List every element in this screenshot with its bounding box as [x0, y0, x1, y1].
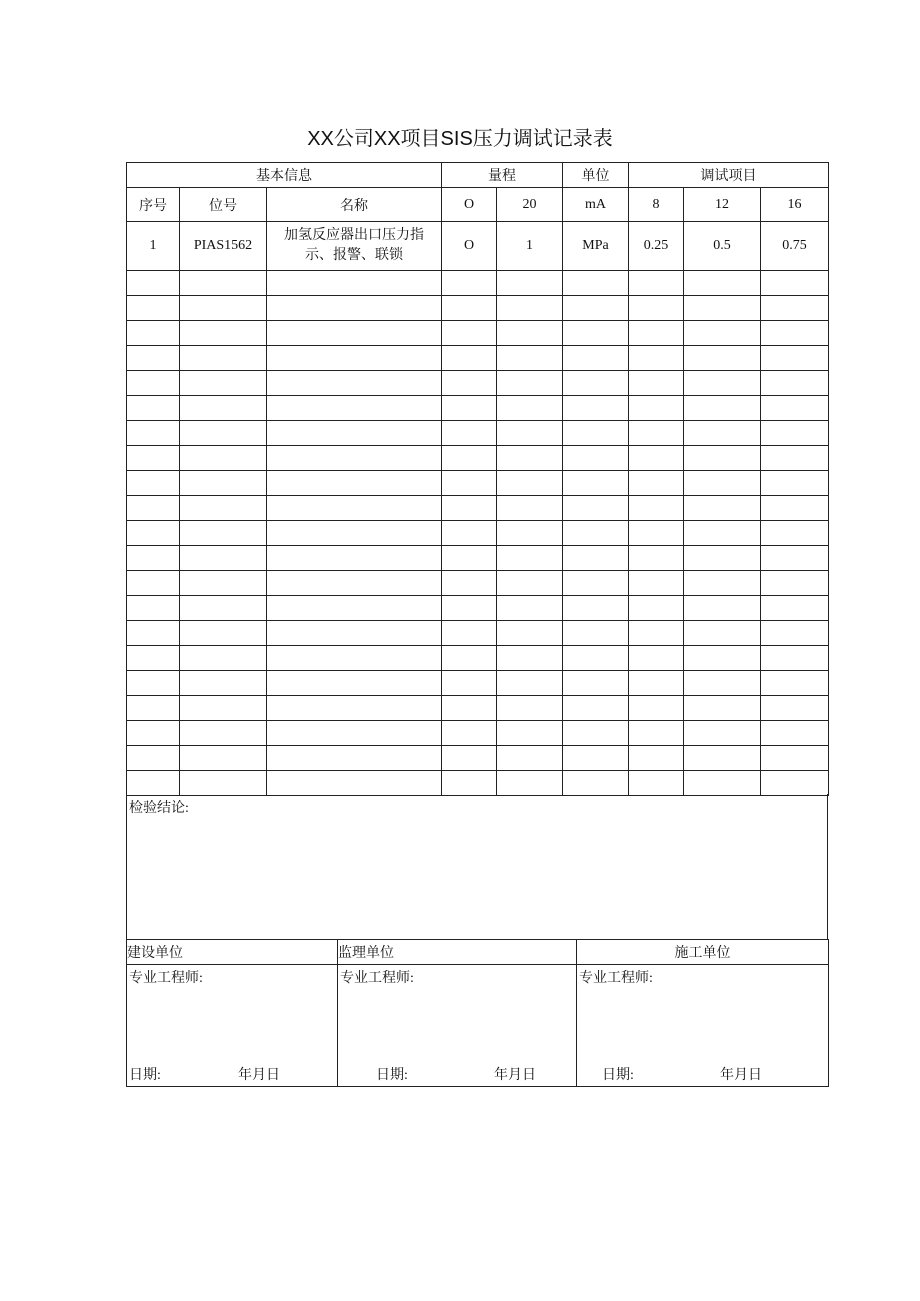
table-row — [127, 321, 829, 346]
supervision-date-label: 日期: — [376, 1068, 408, 1083]
empty-cell-seq[interactable] — [127, 346, 180, 371]
empty-cell-item-3[interactable] — [761, 546, 829, 571]
cell-seq[interactable]: 1 — [127, 222, 180, 271]
empty-cell-tag[interactable] — [180, 371, 267, 396]
empty-cell-seq[interactable] — [127, 371, 180, 396]
col-item-3: 16 — [761, 188, 829, 222]
empty-cell-item-3[interactable] — [761, 596, 829, 621]
empty-cell-name[interactable] — [267, 746, 442, 771]
empty-cell-item-3[interactable] — [761, 271, 829, 296]
construction-date-label: 日期: — [129, 1068, 161, 1083]
empty-cell-item-2[interactable] — [684, 671, 761, 696]
page-title: XX公司XX项目SIS压力调试记录表 — [307, 128, 613, 150]
empty-cell-name[interactable] — [267, 771, 442, 796]
empty-cell-range-low[interactable] — [442, 671, 497, 696]
empty-cell-unit[interactable] — [563, 746, 629, 771]
empty-cell-name[interactable] — [267, 321, 442, 346]
col-range-high: 20 — [497, 188, 563, 222]
empty-cell-unit[interactable] — [563, 346, 629, 371]
empty-cell-item-3[interactable] — [761, 371, 829, 396]
empty-cell-item-1[interactable] — [629, 721, 684, 746]
empty-cell-unit[interactable] — [563, 621, 629, 646]
empty-cell-unit[interactable] — [563, 571, 629, 596]
empty-cell-name[interactable] — [267, 496, 442, 521]
empty-cell-unit[interactable] — [563, 671, 629, 696]
empty-cell-item-1[interactable] — [629, 321, 684, 346]
empty-cell-name[interactable] — [267, 646, 442, 671]
empty-cell-unit[interactable] — [563, 771, 629, 796]
empty-cell-name[interactable] — [267, 596, 442, 621]
header-basic-info: 基本信息 — [127, 163, 442, 188]
empty-cell-range-high[interactable] — [497, 271, 563, 296]
table-row — [127, 521, 829, 546]
empty-cell-item-1[interactable] — [629, 771, 684, 796]
empty-cell-range-high[interactable] — [497, 696, 563, 721]
empty-cell-range-high[interactable] — [497, 646, 563, 671]
construction-date-value: 年月日 — [238, 1068, 280, 1083]
empty-cell-seq[interactable] — [127, 571, 180, 596]
supervision-unit-label: 监理单位 — [338, 940, 577, 965]
empty-cell-seq[interactable] — [127, 321, 180, 346]
empty-cell-range-low[interactable] — [442, 746, 497, 771]
col-tag: 位号 — [180, 188, 267, 222]
empty-cell-item-2[interactable] — [684, 746, 761, 771]
table-row — [127, 421, 829, 446]
empty-cell-seq[interactable] — [127, 696, 180, 721]
empty-cell-unit[interactable] — [563, 396, 629, 421]
empty-cell-range-high[interactable] — [497, 571, 563, 596]
signature-body-row — [127, 965, 829, 1087]
table-row — [127, 571, 829, 596]
table-row — [127, 621, 829, 646]
builder-date-label: 日期: — [602, 1068, 634, 1083]
header-range: 量程 — [442, 163, 563, 188]
construction-sign-cell[interactable] — [127, 965, 338, 1087]
table-row — [127, 296, 829, 321]
empty-cell-tag[interactable] — [180, 671, 267, 696]
empty-cell-item-1[interactable] — [629, 346, 684, 371]
empty-cell-name[interactable] — [267, 671, 442, 696]
empty-cell-name[interactable] — [267, 446, 442, 471]
empty-cell-unit[interactable] — [563, 446, 629, 471]
empty-cell-item-2[interactable] — [684, 296, 761, 321]
conclusion-label: 检验结论: — [129, 801, 189, 816]
empty-cell-tag[interactable] — [180, 321, 267, 346]
empty-cell-item-1[interactable] — [629, 296, 684, 321]
empty-cell-item-2[interactable] — [684, 646, 761, 671]
empty-cell-name[interactable] — [267, 521, 442, 546]
construction-engineer-label: 专业工程师: — [129, 971, 203, 986]
empty-cell-tag[interactable] — [180, 596, 267, 621]
empty-cell-tag[interactable] — [180, 271, 267, 296]
cell-range-low[interactable]: O — [442, 222, 497, 271]
empty-cell-item-2[interactable] — [684, 371, 761, 396]
empty-cell-unit[interactable] — [563, 321, 629, 346]
empty-cell-item-2[interactable] — [684, 471, 761, 496]
col-range-low: O — [442, 188, 497, 222]
table-row — [127, 496, 829, 521]
empty-cell-item-2[interactable] — [684, 396, 761, 421]
empty-cell-item-3[interactable] — [761, 396, 829, 421]
empty-cell-name[interactable] — [267, 421, 442, 446]
empty-cell-name[interactable] — [267, 721, 442, 746]
empty-cell-range-low[interactable] — [442, 621, 497, 646]
empty-cell-range-high[interactable] — [497, 771, 563, 796]
empty-cell-item-3[interactable] — [761, 496, 829, 521]
col-item-1: 8 — [629, 188, 684, 222]
builder-engineer-label: 专业工程师: — [579, 971, 653, 986]
empty-cell-unit[interactable] — [563, 496, 629, 521]
table-subheader-row — [127, 188, 829, 222]
empty-cell-unit[interactable] — [563, 596, 629, 621]
empty-cell-range-low[interactable] — [442, 296, 497, 321]
signature-table — [126, 939, 829, 1087]
col-unit: mA — [563, 188, 629, 222]
empty-cell-item-3[interactable] — [761, 571, 829, 596]
empty-cell-item-1[interactable] — [629, 421, 684, 446]
table-row — [127, 771, 829, 796]
empty-cell-range-low[interactable] — [442, 371, 497, 396]
empty-cell-item-3[interactable] — [761, 696, 829, 721]
table-row — [127, 471, 829, 496]
empty-cell-seq[interactable] — [127, 271, 180, 296]
col-item-2: 12 — [684, 188, 761, 222]
empty-cell-range-low[interactable] — [442, 346, 497, 371]
empty-cell-name[interactable] — [267, 396, 442, 421]
empty-cell-range-high[interactable] — [497, 546, 563, 571]
empty-cell-item-3[interactable] — [761, 671, 829, 696]
empty-cell-item-1[interactable] — [629, 271, 684, 296]
empty-cell-tag[interactable] — [180, 346, 267, 371]
header-test-items: 调试项目 — [629, 163, 829, 188]
empty-cell-item-1[interactable] — [629, 671, 684, 696]
empty-cell-seq[interactable] — [127, 771, 180, 796]
empty-cell-tag[interactable] — [180, 746, 267, 771]
supervision-sign-cell[interactable] — [338, 965, 577, 1087]
empty-cell-range-high[interactable] — [497, 296, 563, 321]
table-row — [127, 596, 829, 621]
empty-cell-unit[interactable] — [563, 296, 629, 321]
empty-cell-tag[interactable] — [180, 471, 267, 496]
empty-cell-item-1[interactable] — [629, 471, 684, 496]
empty-cell-item-1[interactable] — [629, 546, 684, 571]
empty-cell-name[interactable] — [267, 271, 442, 296]
empty-cell-tag[interactable] — [180, 571, 267, 596]
empty-cell-range-high[interactable] — [497, 446, 563, 471]
empty-cell-range-high[interactable] — [497, 396, 563, 421]
empty-cell-item-1[interactable] — [629, 596, 684, 621]
empty-cell-item-1[interactable] — [629, 621, 684, 646]
empty-cell-unit[interactable] — [563, 421, 629, 446]
empty-cell-range-high[interactable] — [497, 596, 563, 621]
empty-cell-name[interactable] — [267, 471, 442, 496]
empty-cell-range-high[interactable] — [497, 346, 563, 371]
empty-cell-item-2[interactable] — [684, 421, 761, 446]
cell-range-high[interactable]: 1 — [497, 222, 563, 271]
empty-cell-item-1[interactable] — [629, 396, 684, 421]
empty-cell-range-low[interactable] — [442, 271, 497, 296]
empty-cell-range-high[interactable] — [497, 421, 563, 446]
empty-cell-name[interactable] — [267, 571, 442, 596]
empty-cell-tag[interactable] — [180, 446, 267, 471]
empty-cell-range-high[interactable] — [497, 521, 563, 546]
empty-cell-item-1[interactable] — [629, 446, 684, 471]
empty-cell-tag[interactable] — [180, 646, 267, 671]
header-unit: 单位 — [563, 163, 629, 188]
empty-cell-item-3[interactable] — [761, 346, 829, 371]
empty-cell-item-2[interactable] — [684, 346, 761, 371]
empty-cell-range-high[interactable] — [497, 746, 563, 771]
empty-cell-tag[interactable] — [180, 771, 267, 796]
table-row — [127, 696, 829, 721]
supervision-date-value: 年月日 — [494, 1068, 536, 1083]
empty-cell-seq[interactable] — [127, 421, 180, 446]
empty-cell-range-low[interactable] — [442, 596, 497, 621]
empty-cell-item-1[interactable] — [629, 521, 684, 546]
empty-cell-unit[interactable] — [563, 721, 629, 746]
empty-cell-seq[interactable] — [127, 471, 180, 496]
empty-cell-tag[interactable] — [180, 621, 267, 646]
empty-cell-unit[interactable] — [563, 271, 629, 296]
empty-cell-unit[interactable] — [563, 371, 629, 396]
empty-cell-item-1[interactable] — [629, 696, 684, 721]
empty-cell-item-3[interactable] — [761, 421, 829, 446]
table-row — [127, 746, 829, 771]
empty-cell-seq[interactable] — [127, 646, 180, 671]
empty-cell-item-3[interactable] — [761, 646, 829, 671]
col-name: 名称 — [267, 188, 442, 222]
cell-item-1[interactable]: 0.25 — [629, 222, 684, 271]
empty-cell-tag[interactable] — [180, 696, 267, 721]
record-table — [126, 162, 829, 796]
empty-cell-seq[interactable] — [127, 746, 180, 771]
empty-cell-item-2[interactable] — [684, 521, 761, 546]
empty-cell-item-1[interactable] — [629, 646, 684, 671]
empty-cell-seq[interactable] — [127, 671, 180, 696]
table-row — [127, 671, 829, 696]
builder-date-value: 年月日 — [720, 1068, 762, 1083]
empty-cell-item-2[interactable] — [684, 696, 761, 721]
empty-cell-item-3[interactable] — [761, 296, 829, 321]
empty-cell-range-low[interactable] — [442, 571, 497, 596]
empty-cell-seq[interactable] — [127, 621, 180, 646]
empty-cell-item-3[interactable] — [761, 471, 829, 496]
empty-cell-range-low[interactable] — [442, 446, 497, 471]
empty-cell-item-3[interactable] — [761, 446, 829, 471]
empty-cell-item-2[interactable] — [684, 596, 761, 621]
empty-cell-item-2[interactable] — [684, 321, 761, 346]
empty-cell-tag[interactable] — [180, 521, 267, 546]
empty-cell-unit[interactable] — [563, 546, 629, 571]
empty-cell-item-2[interactable] — [684, 496, 761, 521]
table-row — [127, 646, 829, 671]
empty-cell-name[interactable] — [267, 371, 442, 396]
empty-cell-name[interactable] — [267, 346, 442, 371]
table-row — [127, 396, 829, 421]
empty-cell-range-low[interactable] — [442, 646, 497, 671]
empty-cell-range-low[interactable] — [442, 321, 497, 346]
empty-cell-range-low[interactable] — [442, 721, 497, 746]
empty-cell-item-1[interactable] — [629, 496, 684, 521]
table-header-row — [127, 163, 829, 188]
empty-cell-range-high[interactable] — [497, 496, 563, 521]
table-row — [127, 222, 829, 271]
empty-cell-unit[interactable] — [563, 471, 629, 496]
empty-cell-unit[interactable] — [563, 521, 629, 546]
table-row — [127, 721, 829, 746]
supervision-engineer-label: 专业工程师: — [340, 971, 414, 986]
empty-cell-tag[interactable] — [180, 421, 267, 446]
empty-cell-item-2[interactable] — [684, 546, 761, 571]
conclusion-box[interactable] — [126, 794, 828, 940]
empty-cell-tag[interactable] — [180, 396, 267, 421]
empty-cell-range-low[interactable] — [442, 771, 497, 796]
empty-cell-tag[interactable] — [180, 496, 267, 521]
empty-cell-range-low[interactable] — [442, 421, 497, 446]
empty-cell-range-high[interactable] — [497, 321, 563, 346]
empty-cell-name[interactable] — [267, 546, 442, 571]
cell-item-2[interactable]: 0.5 — [684, 222, 761, 271]
empty-cell-item-2[interactable] — [684, 571, 761, 596]
cell-unit[interactable]: MPa — [563, 222, 629, 271]
empty-cell-unit[interactable] — [563, 696, 629, 721]
empty-cell-item-3[interactable] — [761, 721, 829, 746]
signature-unit-row — [127, 940, 829, 965]
empty-cell-tag[interactable] — [180, 546, 267, 571]
empty-cell-item-1[interactable] — [629, 571, 684, 596]
empty-cell-item-2[interactable] — [684, 446, 761, 471]
table-row — [127, 446, 829, 471]
builder-sign-cell[interactable] — [577, 965, 829, 1087]
table-row — [127, 271, 829, 296]
empty-cell-tag[interactable] — [180, 296, 267, 321]
empty-cell-item-3[interactable] — [761, 521, 829, 546]
cell-tag[interactable]: PIAS1562 — [180, 222, 267, 271]
cell-item-3[interactable]: 0.75 — [761, 222, 829, 271]
empty-cell-item-3[interactable] — [761, 621, 829, 646]
empty-cell-range-low[interactable] — [442, 696, 497, 721]
empty-cell-range-low[interactable] — [442, 396, 497, 421]
table-row — [127, 371, 829, 396]
empty-cell-range-high[interactable] — [497, 471, 563, 496]
empty-cell-item-3[interactable] — [761, 321, 829, 346]
empty-cell-seq[interactable] — [127, 521, 180, 546]
empty-cell-name[interactable] — [267, 621, 442, 646]
col-seq: 序号 — [127, 188, 180, 222]
empty-cell-item-2[interactable] — [684, 621, 761, 646]
cell-name[interactable]: 加氢反应器出口压力指示、报警、联锁 — [267, 222, 442, 271]
empty-cell-seq[interactable] — [127, 446, 180, 471]
table-row — [127, 346, 829, 371]
empty-cell-item-1[interactable] — [629, 746, 684, 771]
empty-cell-item-2[interactable] — [684, 271, 761, 296]
empty-cell-item-3[interactable] — [761, 771, 829, 796]
empty-cell-name[interactable] — [267, 696, 442, 721]
empty-cell-range-low[interactable] — [442, 471, 497, 496]
builder-unit-label: 施工单位 — [577, 940, 829, 965]
empty-cell-seq[interactable] — [127, 296, 180, 321]
empty-cell-item-2[interactable] — [684, 721, 761, 746]
empty-cell-item-3[interactable] — [761, 746, 829, 771]
empty-cell-seq[interactable] — [127, 596, 180, 621]
empty-cell-name[interactable] — [267, 296, 442, 321]
empty-cell-range-high[interactable] — [497, 721, 563, 746]
empty-cell-item-1[interactable] — [629, 371, 684, 396]
empty-cell-seq[interactable] — [127, 546, 180, 571]
empty-cell-range-low[interactable] — [442, 546, 497, 571]
empty-cell-seq[interactable] — [127, 496, 180, 521]
empty-cell-unit[interactable] — [563, 646, 629, 671]
empty-cell-range-low[interactable] — [442, 496, 497, 521]
empty-cell-range-high[interactable] — [497, 671, 563, 696]
empty-cell-item-2[interactable] — [684, 771, 761, 796]
empty-cell-seq[interactable] — [127, 396, 180, 421]
empty-cell-seq[interactable] — [127, 721, 180, 746]
empty-cell-range-low[interactable] — [442, 521, 497, 546]
empty-cell-range-high[interactable] — [497, 621, 563, 646]
empty-cell-range-high[interactable] — [497, 371, 563, 396]
empty-cell-tag[interactable] — [180, 721, 267, 746]
table-row — [127, 546, 829, 571]
construction-unit-label: 建设单位 — [127, 940, 338, 965]
